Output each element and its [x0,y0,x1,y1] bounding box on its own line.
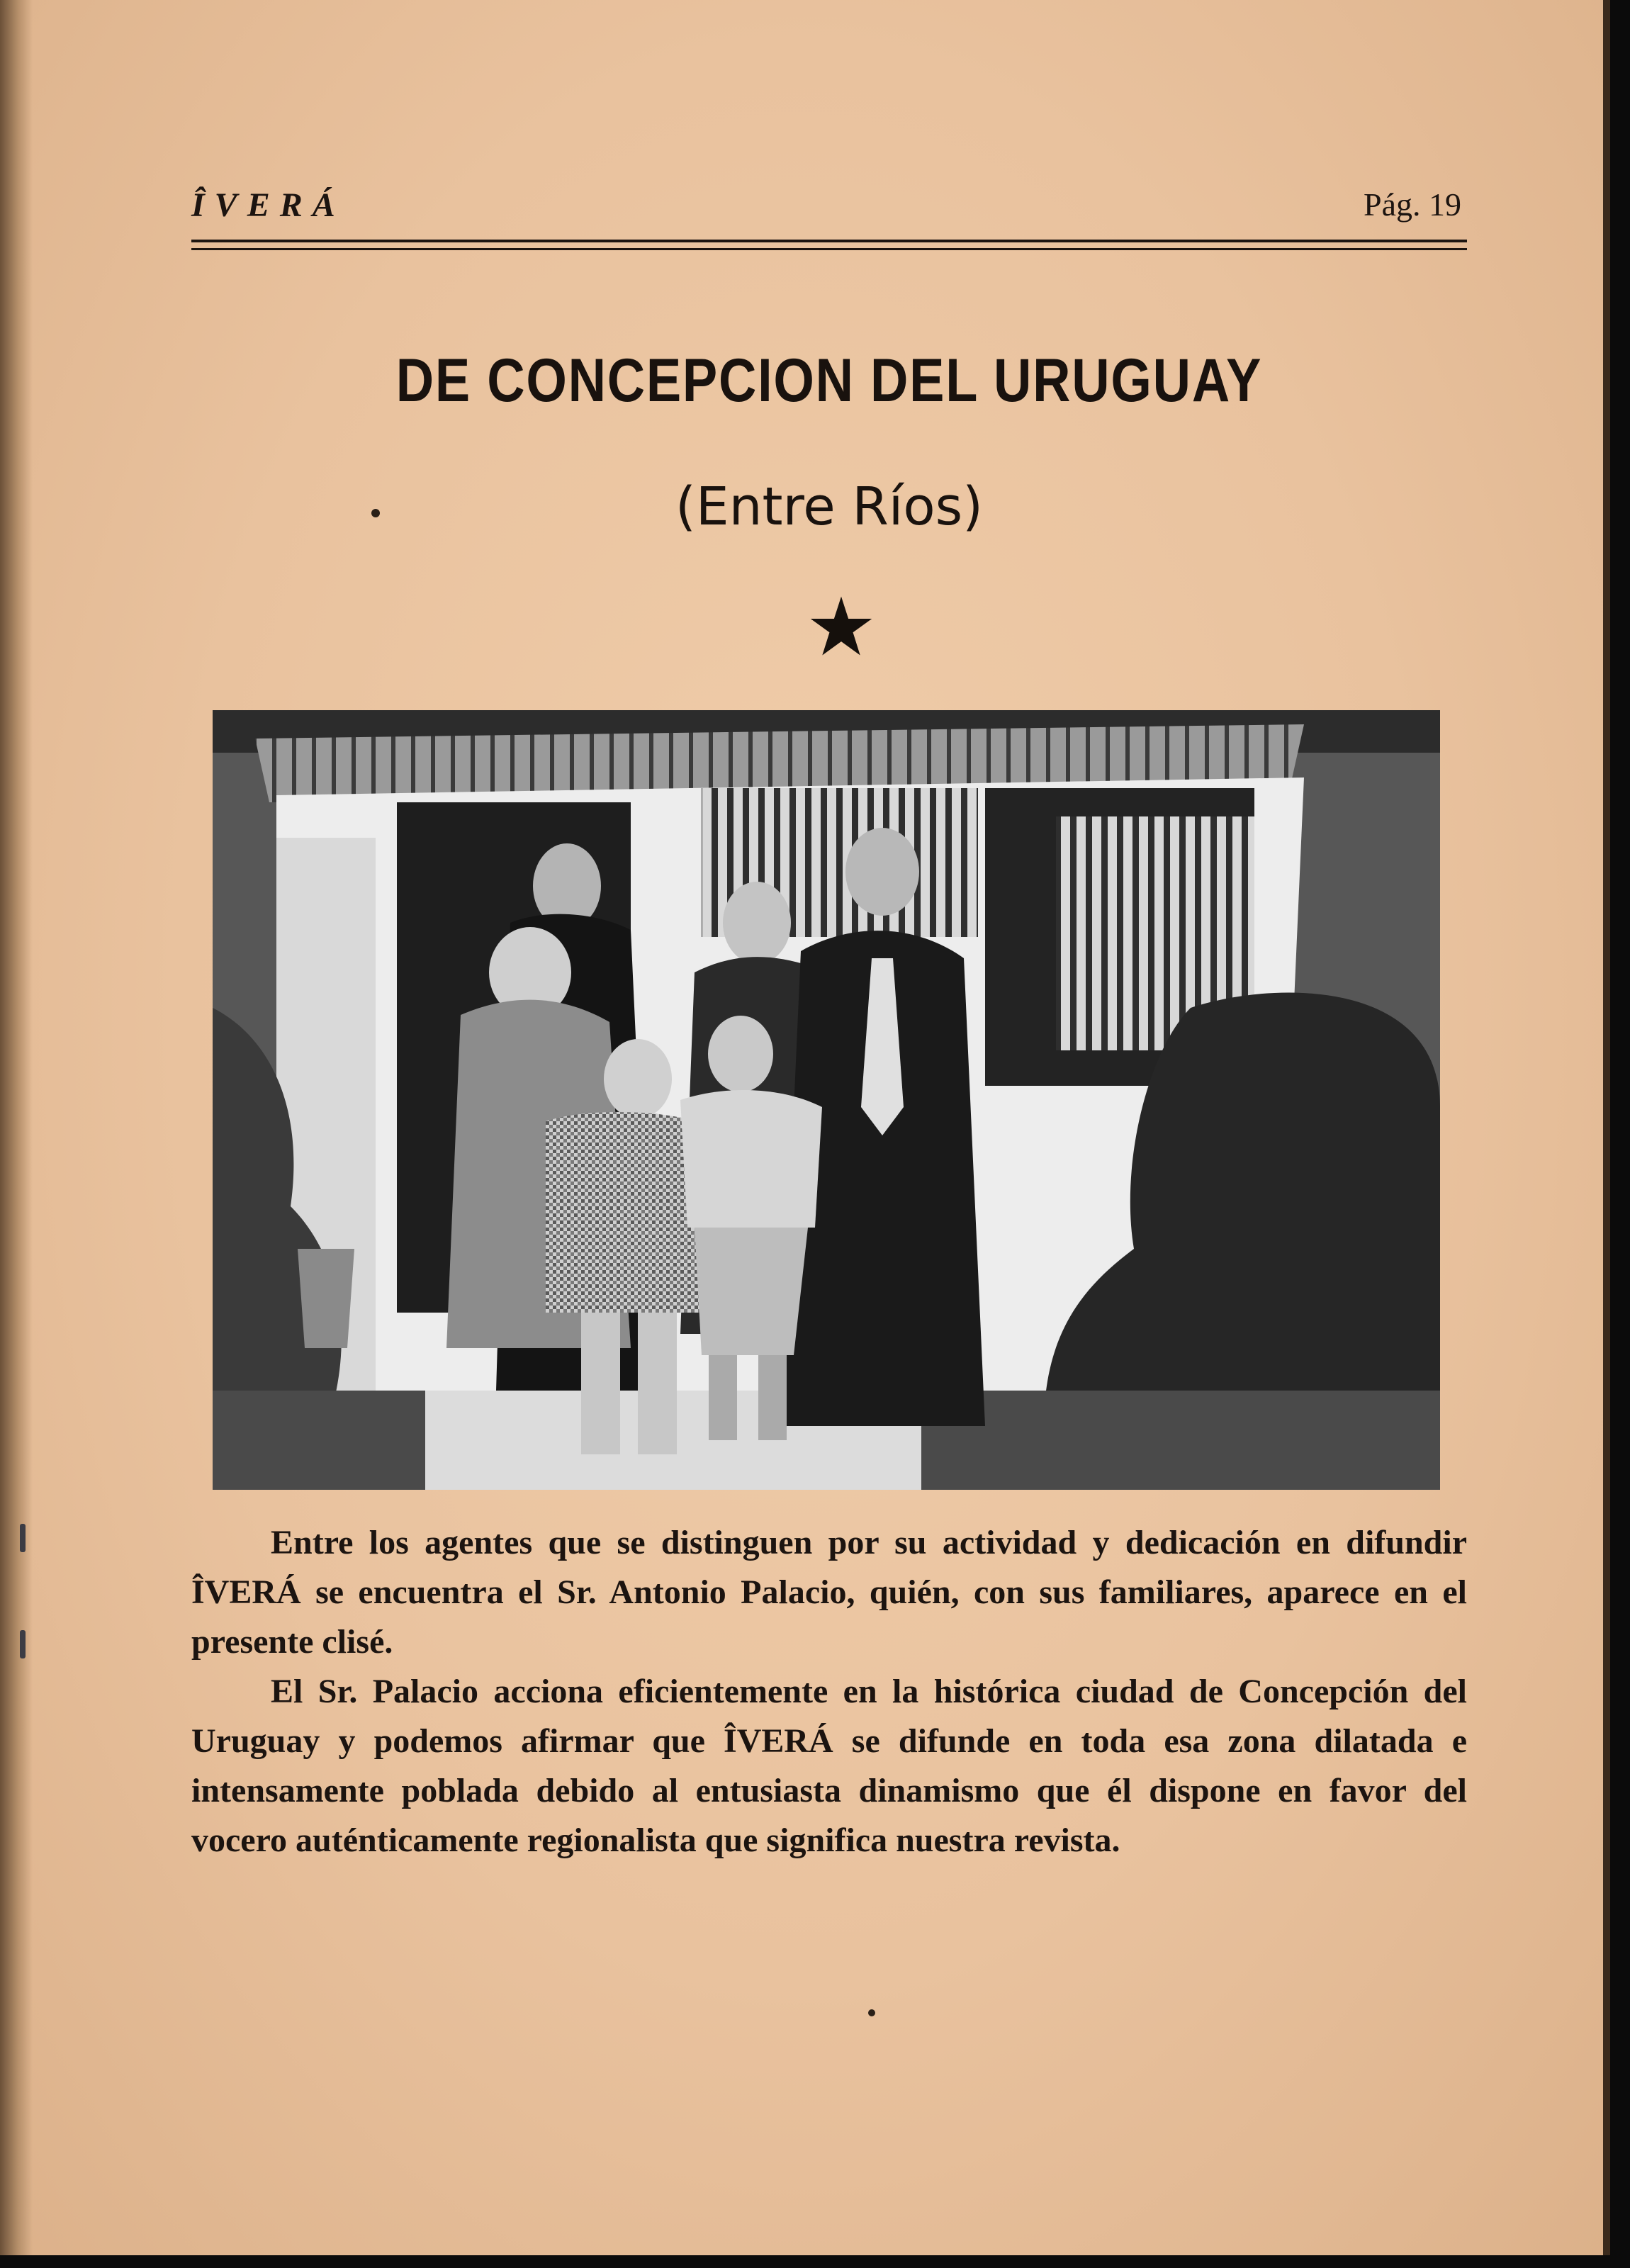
magazine-name: ÎVERÁ [191,186,345,224]
ink-speck [371,509,380,517]
star-icon [809,594,874,659]
staple [20,1524,26,1552]
page-number: Pág. 19 [1364,186,1461,223]
paragraph: Entre los agentes que se distinguen por su actividad y dedicación en difundir ÎVERÁ se encuentra el Sr. Antonio Palacio, quién, con sus familiares, aparece en el presente clisé. [191,1524,1467,1661]
ink-speck [868,2009,875,2016]
article-subtitle: (Entre Ríos) [675,476,984,537]
binding-gutter [0,0,33,2255]
article-body [191,1518,1467,1865]
family-photo [213,710,1440,1490]
header-rule-top [191,240,1467,242]
article-title: DE CONCEPCION DEL URUGUAY [395,347,1263,415]
staple [20,1630,26,1658]
paragraph: El Sr. Palacio acciona eficientemente en la histórica ciudad de Concepción del Uruguay y podemos afirmar que ÎVERÁ se difunde en toda esa zona dilatada e intensamente poblada debido al entusiasta dinamismo que él dispone en favor del vocero auténticamente regionalista que significa nuestra revista. [191,1673,1467,1859]
header-rule-bottom [191,248,1467,250]
